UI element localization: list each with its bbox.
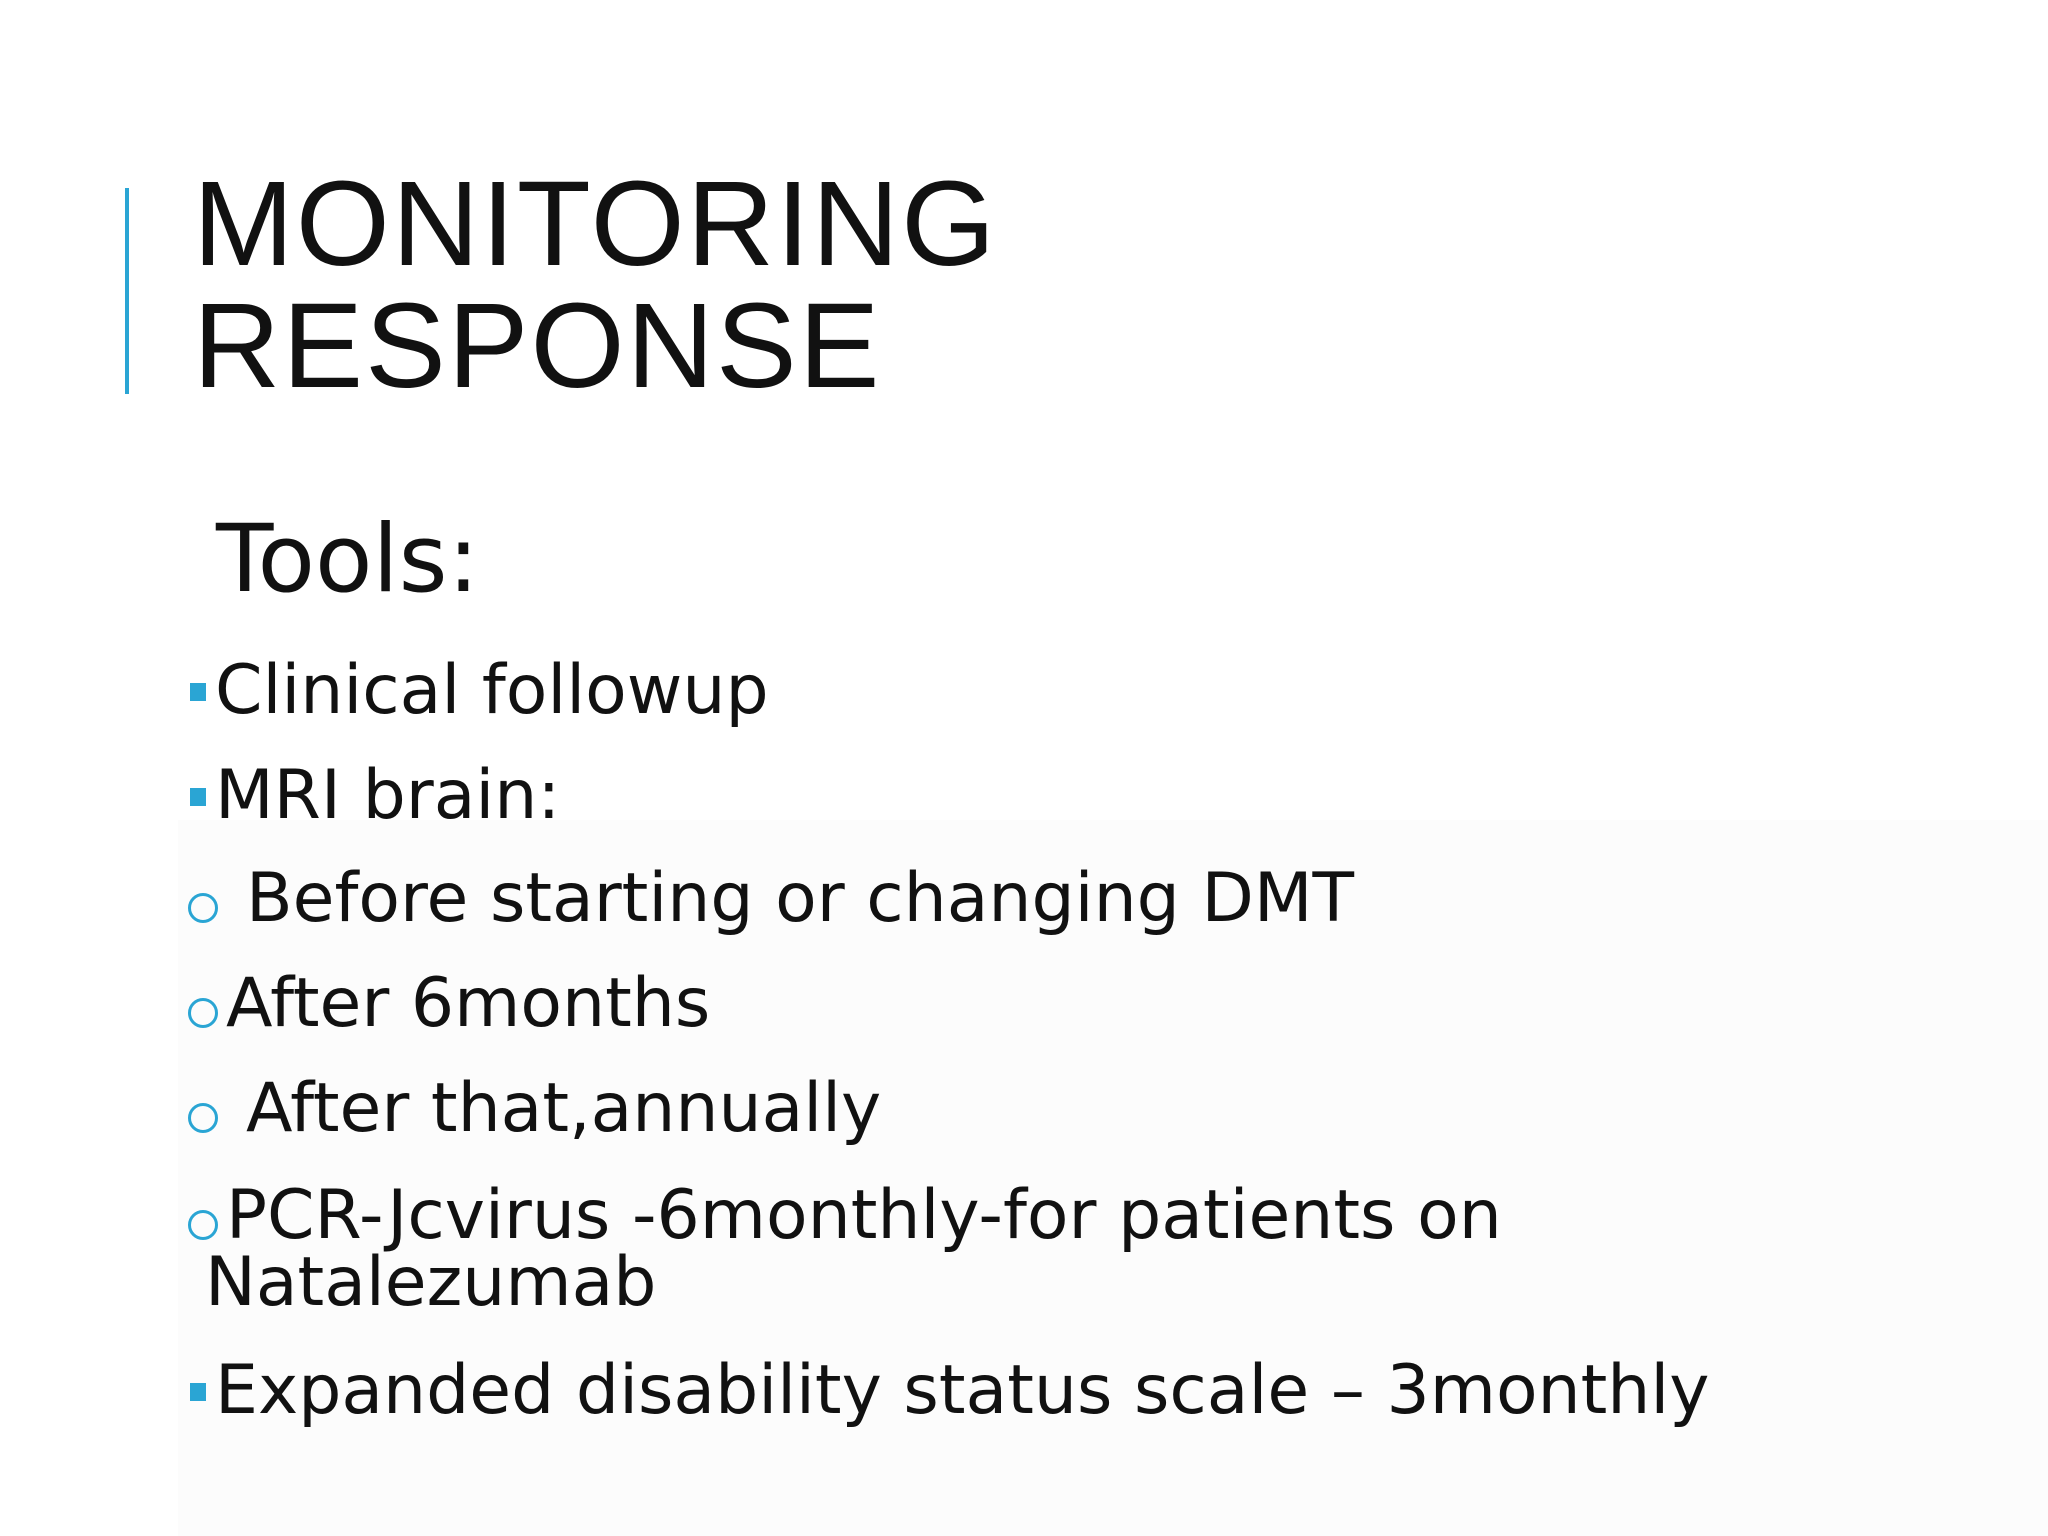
list-item-clinical-followup: Clinical followup <box>215 651 769 730</box>
list-item-after-that-annually: After that,annually <box>246 1069 882 1148</box>
slide-title <box>193 155 998 413</box>
square-bullet-icon <box>190 788 206 806</box>
square-bullet-icon <box>190 683 206 701</box>
list-item-pcr-jcvirus: PCR-Jcvirus -6monthly-for patients on <box>226 1176 1502 1255</box>
circle-bullet-icon <box>188 893 218 923</box>
square-bullet-icon <box>190 1383 206 1401</box>
list-item-mri-brain: MRI brain: <box>215 756 561 835</box>
title-accent-bar <box>125 188 129 394</box>
title-line-1: MONITORING <box>193 155 998 291</box>
list-item-expanded-disability-scale: Expanded disability status scale – 3monthly <box>215 1351 1710 1430</box>
circle-bullet-icon <box>188 998 218 1028</box>
circle-bullet-icon <box>188 1103 218 1133</box>
circle-bullet-icon <box>188 1210 218 1240</box>
tools-heading: Tools: <box>216 505 480 614</box>
title-line-2: RESPONSE <box>193 277 882 413</box>
list-item-before-starting: Before starting or changing DMT <box>246 859 1355 938</box>
list-item-pcr-jcvirus-continuation: Natalezumab <box>205 1243 657 1322</box>
list-item-after-6months: After 6months <box>226 964 711 1043</box>
